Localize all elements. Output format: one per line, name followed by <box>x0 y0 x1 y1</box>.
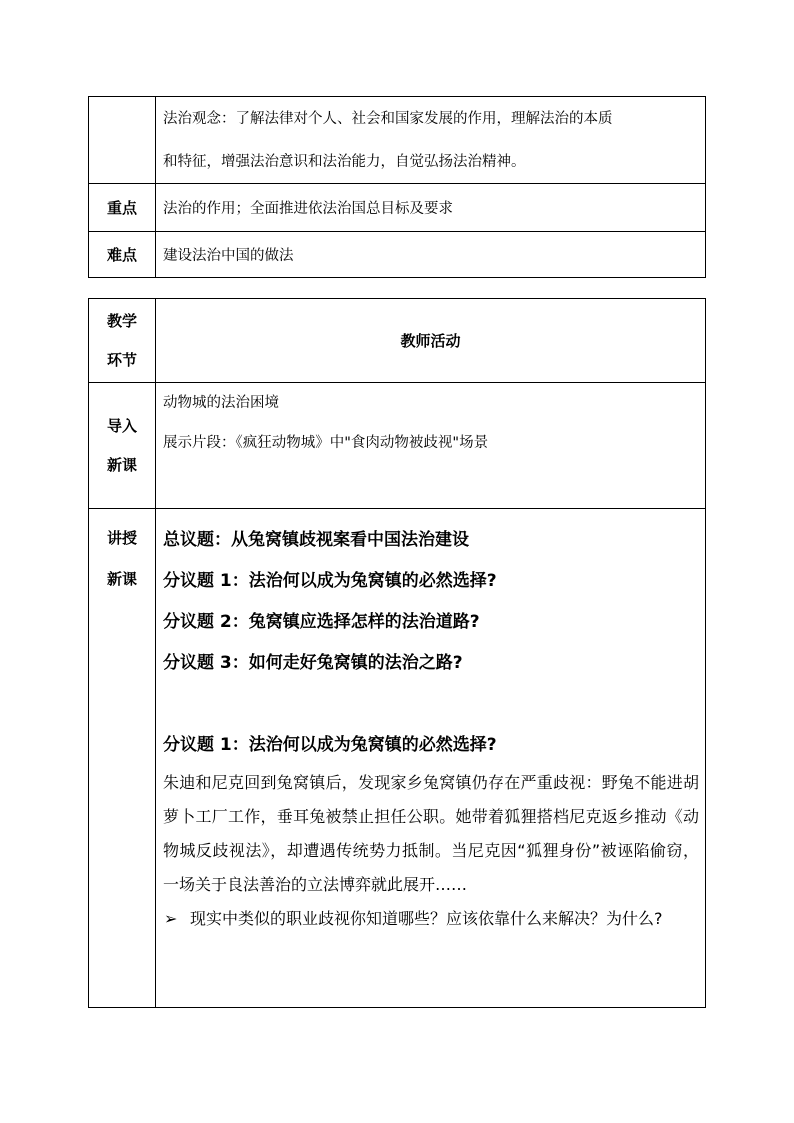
lecture-label-line-1: 讲授 <box>106 529 137 547</box>
objectives-row <box>89 97 706 184</box>
stage-header-line-2: 环节 <box>106 350 137 369</box>
stage-header <box>89 299 156 383</box>
lecture-label <box>89 509 156 1008</box>
sub-topic-3: 分议题 3：如何走好兔窝镇的法治之路? <box>163 653 463 673</box>
difficulties-label: 难点 <box>89 232 156 278</box>
key-points-label: 重点 <box>89 184 156 232</box>
objectives-cell <box>156 97 706 184</box>
lecture-content <box>156 509 706 1008</box>
sub-topic-1-section: 分议题 1：法治何以成为兔窝镇的必然选择? <box>163 735 497 755</box>
intro-label-line-1: 导入 <box>106 417 137 435</box>
stage-header-line-1: 教学 <box>106 311 137 330</box>
intro-label <box>89 383 156 509</box>
intro-title: 动物城的法治困境 <box>163 395 279 411</box>
intro-content <box>156 383 706 509</box>
intro-row <box>89 383 706 509</box>
arrow-bullet-icon: ➢ <box>164 909 178 928</box>
row-label <box>89 97 156 184</box>
spacer <box>156 684 705 725</box>
objectives-line-2: 和特征，增强法治意识和法治能力，自觉弘扬法治精神。 <box>163 154 526 170</box>
question-text: 现实中类似的职业歧视你知道哪些？应该依靠什么来解决？为什么? <box>190 909 663 928</box>
teacher-activity-header: 教师活动 <box>156 299 706 383</box>
sub-topic-2: 分议题 2：兔窝镇应选择怎样的法治道路? <box>163 612 480 632</box>
main-topic: 总议题：从兔窝镇歧视案看中国法治建设 <box>163 530 469 550</box>
intro-clip: 展示片段：《疯狂动物城》中"食肉动物被歧视"场景 <box>163 435 489 451</box>
story-paragraph: 朱迪和尼克回到兔窝镇后，发现家乡兔窝镇仍存在严重歧视：野兔不能进胡萝卜工厂工作，垂耳兔被禁止担任公职。她带着狐狸搭档尼克返乡推动《动物城反歧视法》，却遭遇传统势力抵制。当尼克因“狐狸身份”被诬陷偷窃，一场关于良法善治的立法博弈就此展开…… <box>163 773 699 894</box>
key-points-text: 法治的作用；全面推进依法治国总目标及要求 <box>156 184 706 232</box>
lecture-label-line-2: 新课 <box>106 570 137 588</box>
objectives-table <box>88 96 706 278</box>
difficulties-row <box>89 232 706 278</box>
header-row <box>89 299 706 383</box>
teaching-activity-table <box>88 298 706 1008</box>
intro-label-line-2: 新课 <box>106 456 137 474</box>
lecture-row <box>89 509 706 1008</box>
question-bullet <box>156 902 705 936</box>
key-points-row <box>89 184 706 232</box>
sub-topic-1: 分议题 1：法治何以成为兔窝镇的必然选择? <box>163 571 497 591</box>
objectives-line-1: 法治观念：了解法律对个人、社会和国家发展的作用，理解法治的本质 <box>163 111 613 127</box>
difficulties-text: 建设法治中国的做法 <box>156 232 706 278</box>
